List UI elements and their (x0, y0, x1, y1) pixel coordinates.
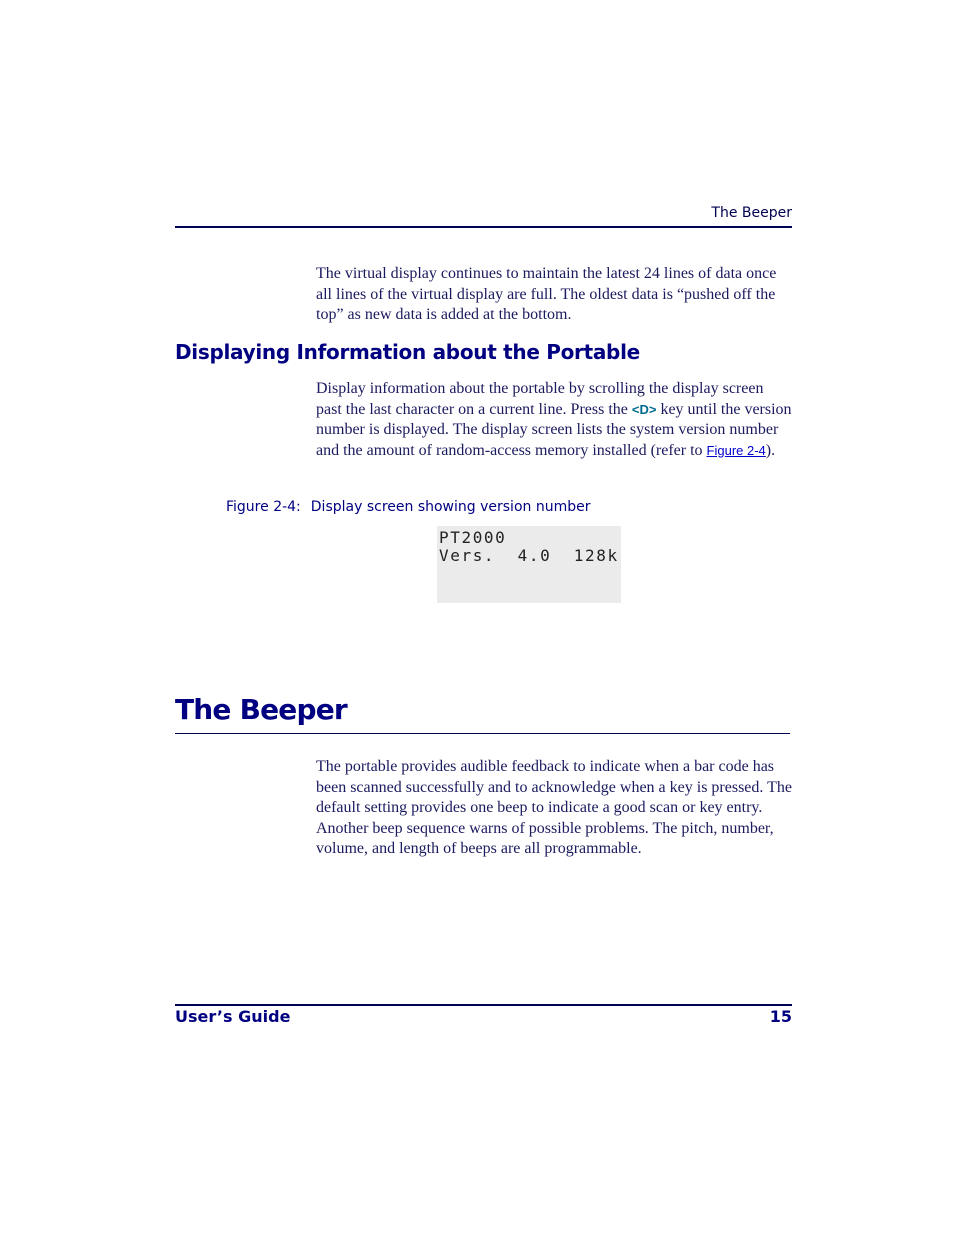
running-header-title: The Beeper (711, 205, 792, 221)
display-screen-line-2: Vers. 4.0 128k (439, 546, 619, 565)
d-key-label: <D> (631, 401, 657, 417)
display-screen (437, 526, 621, 603)
figure-2-4-link[interactable]: Figure 2-4 (706, 442, 766, 458)
display-screen-line-1: PT2000 (439, 528, 507, 547)
portable-paragraph (316, 379, 792, 461)
figure-caption (226, 499, 590, 515)
footer-rule (175, 1004, 792, 1006)
section-heading-beeper: The Beeper (175, 693, 347, 726)
figure-label: Figure 2-4: (226, 499, 301, 515)
beeper-paragraph: The portable provides audible feedback to indicate when a bar code has been scanned successfully and to acknowledge when a key is pressed. The default setting provides one beep to indicate a good scan or key entry. Another beep sequence warns of possible problems. The pitch, number, volume, and length of beeps are all programmable. (316, 758, 792, 857)
section-rule (175, 733, 790, 734)
intro-paragraph: The virtual display continues to maintain the latest 24 lines of data once all lines of the virtual display are full. The oldest data is “pushed off the top” as new data is added at the bottom. (316, 265, 777, 323)
portable-text-end: ). (765, 441, 776, 459)
header-rule (175, 226, 792, 228)
portable-text-middle: key until the version number is displayed. The display screen lists the system version number and the amount of random-access memory installed (refer to (316, 400, 792, 459)
footer-guide-title: User’s Guide (175, 1007, 291, 1026)
figure-title: Display screen showing version number (310, 499, 591, 515)
portable-text-start: Display information about the portable by scrolling the display screen past the last character on a current line. Press the (316, 380, 764, 418)
page-number: 15 (769, 1007, 792, 1026)
section-heading-portable: Displaying Information about the Portable (175, 340, 640, 364)
